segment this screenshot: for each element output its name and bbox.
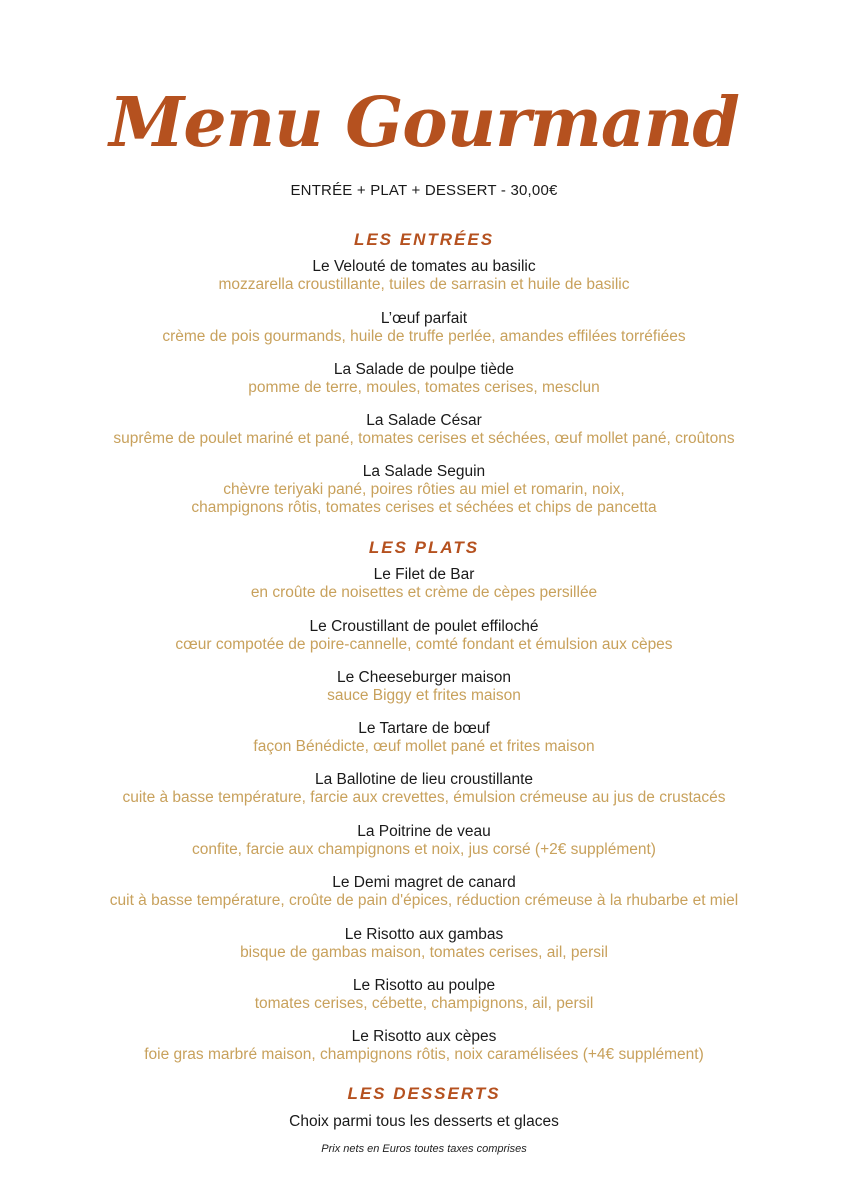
section-heading-entrees: LES ENTRÉES [353, 230, 495, 249]
item-description: cuit à basse température, croûte de pain d'épices, réduction crémeuse à la rhubarbe et miel [109, 892, 739, 909]
item-name: Le Risotto au poulpe [352, 977, 496, 994]
item-description: mozzarella croustillante, tuiles de sarrasin et huile de basilic [218, 276, 630, 293]
menu-item [0, 977, 848, 1013]
item-description: pomme de terre, moules, tomates cerises, mesclun [248, 379, 600, 396]
menu-item [0, 412, 848, 448]
item-description: cœur compotée de poire-cannelle, comté fondant et émulsion aux cèpes [175, 636, 673, 653]
menu-item [0, 669, 848, 705]
item-name: La Salade de poulpe tiède [333, 361, 515, 378]
item-name: Le Risotto aux gambas [344, 926, 504, 943]
item-description: façon Bénédicte, œuf mollet pané et frites maison [253, 738, 595, 755]
item-description-line-2: champignons rôtis, tomates cerises et séchées et chips de pancetta [191, 499, 657, 516]
price-notice: Prix nets en Euros toutes taxes comprises [321, 1143, 527, 1155]
item-name: Le Filet de Bar [373, 566, 475, 583]
item-name: Le Croustillant de poulet effiloché [309, 618, 539, 635]
menu-item [0, 874, 848, 910]
menu-item [0, 926, 848, 962]
item-name: Le Demi magret de canard [332, 874, 516, 891]
item-name: La Salade César [366, 412, 482, 429]
section-heading-plats: LES PLATS [368, 538, 480, 557]
dessert-description: Choix parmi tous les desserts et glaces [289, 1113, 559, 1130]
item-name: La Poitrine de veau [357, 823, 491, 840]
menu-item [0, 258, 848, 294]
menu-item [0, 771, 848, 807]
item-description: suprême de poulet mariné et pané, tomates cerises et séchées, œuf mollet pané, croûtons [113, 430, 735, 447]
item-name: La Salade Seguin [362, 463, 486, 480]
item-description: tomates cerises, cébette, champignons, ail, persil [254, 995, 594, 1012]
item-description: en croûte de noisettes et crème de cèpes persillée [250, 584, 598, 601]
item-name: Le Cheeseburger maison [336, 669, 512, 686]
menu-item [0, 1028, 848, 1064]
menu-item [0, 310, 848, 346]
item-description: crème de pois gourmands, huile de truffe perlée, amandes effilées torréfiées [162, 328, 686, 345]
item-description: foie gras marbré maison, champignons rôtis, noix caramélisées (+4€ supplément) [144, 1046, 704, 1063]
menu-item [0, 823, 848, 859]
item-description: sauce Biggy et frites maison [327, 687, 521, 704]
item-name: Le Risotto aux cèpes [351, 1028, 497, 1045]
menu-item [0, 618, 848, 654]
menu-title: Menu Gourmand [109, 83, 739, 163]
item-name: La Ballotine de lieu croustillante [315, 771, 533, 788]
section-heading-desserts: LES DESSERTS [347, 1084, 501, 1103]
menu-item [0, 463, 848, 517]
formula-price: ENTRÉE + PLAT + DESSERT - 30,00€ [290, 182, 558, 199]
item-description: confite, farcie aux champignons et noix, jus corsé (+2€ supplément) [192, 841, 656, 858]
item-name: L’œuf parfait [380, 310, 468, 327]
menu-item [0, 361, 848, 397]
item-description: cuite à basse température, farcie aux crevettes, émulsion crémeuse au jus de crustacés [122, 789, 726, 806]
menu-item [0, 566, 848, 602]
menu-item [0, 720, 848, 756]
item-description: bisque de gambas maison, tomates cerises, ail, persil [240, 944, 608, 961]
item-description: chèvre teriyaki pané, poires rôties au miel et romarin, noix, [223, 481, 625, 498]
item-name: Le Velouté de tomates au basilic [312, 258, 536, 275]
item-name: Le Tartare de bœuf [358, 720, 490, 737]
